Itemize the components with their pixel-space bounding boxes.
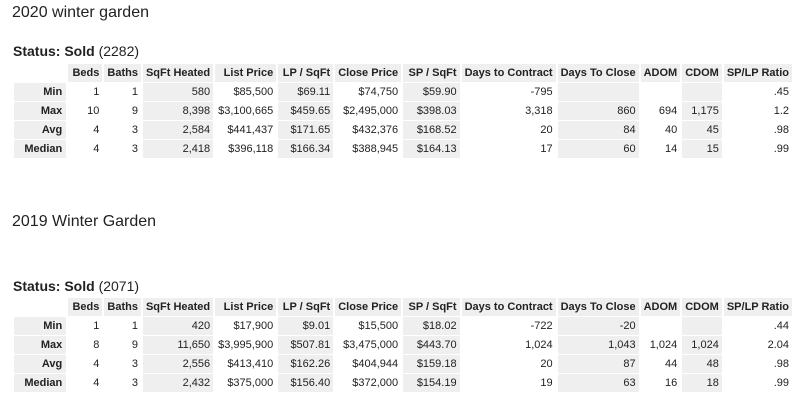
table-cell: 3: [131, 143, 138, 155]
table-cell: 8: [93, 339, 100, 351]
table-cell: 3: [131, 124, 138, 136]
table-cell: 16: [664, 377, 678, 389]
table-cell: 1,024: [682, 336, 722, 354]
table-cell: 860: [558, 102, 639, 120]
table-cell: 10: [87, 105, 100, 117]
table-cell: $3,475,000: [343, 339, 399, 351]
table-cell: $59.90: [403, 83, 459, 101]
column-header: CDOM: [682, 64, 722, 82]
column-header: Beds: [68, 64, 102, 82]
table-cell: 48: [682, 355, 722, 373]
table-row: [14, 355, 792, 373]
table-cell: 1,175: [682, 102, 722, 120]
table-cell: 9: [131, 339, 138, 351]
column-header: List Price: [215, 298, 276, 316]
status-label: Status: Sold: [13, 43, 95, 59]
table-cell: [641, 317, 681, 335]
column-header: Baths: [104, 64, 141, 82]
table-cell: 2,432: [143, 374, 213, 392]
table-cell: .99: [773, 377, 789, 389]
table-row: [14, 121, 792, 139]
table-cell: $166.34: [278, 140, 333, 158]
table-cell: 15: [682, 140, 722, 158]
column-header: SP / SqFt: [403, 64, 459, 82]
column-header: List Price: [215, 64, 276, 82]
row-label: Min: [14, 83, 66, 101]
status-line: [13, 43, 139, 59]
header-corner: [14, 298, 66, 316]
table-cell: $164.13: [403, 140, 459, 158]
table-cell: -20: [558, 317, 639, 335]
table-cell: $3,100,665: [218, 105, 274, 117]
table-cell: $2,495,000: [343, 105, 399, 117]
table-cell: 87: [558, 355, 639, 373]
table-cell: 2,584: [143, 121, 213, 139]
table-cell: -722: [530, 320, 553, 332]
table-cell: 2.04: [767, 339, 789, 351]
table-row: [14, 336, 792, 354]
row-label: Median: [14, 374, 66, 392]
status-line: [13, 278, 139, 294]
table-cell: 3,318: [525, 105, 553, 117]
table-cell: [558, 83, 639, 101]
table-cell: $441,437: [227, 124, 274, 136]
table-cell: $413,410: [227, 358, 274, 370]
table-cell: 20: [540, 124, 553, 136]
table-cell: $9.01: [278, 317, 333, 335]
table-cell: [641, 83, 681, 101]
column-header: LP / SqFt: [278, 298, 333, 316]
table-cell: $396,118: [228, 143, 274, 155]
table-row: [14, 83, 792, 101]
table-row: [14, 317, 792, 335]
table-cell: 9: [131, 105, 138, 117]
status-label: Status: Sold: [13, 278, 95, 294]
table-cell: .45: [773, 86, 789, 98]
row-label: Median: [14, 140, 66, 158]
table-cell: 1,043: [558, 336, 639, 354]
table-cell: 4: [93, 143, 100, 155]
table-cell: $372,000: [352, 377, 399, 389]
table-row: [14, 374, 792, 392]
column-header: Days to Contract: [462, 298, 556, 316]
table-cell: -795: [530, 86, 553, 98]
row-label: Min: [14, 317, 66, 335]
table-cell: 44: [664, 358, 678, 370]
table-cell: $18.02: [403, 317, 459, 335]
table-cell: $171.65: [278, 121, 333, 139]
table-cell: $85,500: [233, 86, 274, 98]
row-label: Avg: [14, 121, 66, 139]
table-row: [14, 140, 792, 158]
table-cell: 420: [143, 317, 213, 335]
column-header: Days To Close: [558, 64, 639, 82]
table-cell: $156.40: [278, 374, 333, 392]
column-header: SP/LP Ratio: [724, 298, 792, 316]
table-cell: .99: [773, 143, 789, 155]
column-header: ADOM: [641, 64, 681, 82]
column-header: SqFt Heated: [143, 64, 213, 82]
stats-table: [12, 63, 794, 159]
table-cell: $3,995,900: [218, 339, 274, 351]
table-cell: 18: [682, 374, 722, 392]
table-cell: 11,650: [143, 336, 213, 354]
column-header: SqFt Heated: [143, 298, 213, 316]
table-cell: $398.03: [403, 102, 459, 120]
table-cell: 1: [131, 320, 138, 332]
table-cell: $74,750: [358, 86, 399, 98]
table-cell: $168.52: [403, 121, 459, 139]
table-row: [14, 102, 792, 120]
table-cell: 45: [682, 121, 722, 139]
column-header: ADOM: [641, 298, 681, 316]
table-cell: 2,418: [143, 140, 213, 158]
table-cell: 694: [658, 105, 678, 117]
table-cell: 1,024: [525, 339, 553, 351]
header-row: [14, 64, 792, 82]
column-header: Baths: [104, 298, 141, 316]
table-cell: .44: [773, 320, 789, 332]
header-row: [14, 298, 792, 316]
table-cell: 3: [131, 358, 138, 370]
column-header: Beds: [68, 298, 102, 316]
table-cell: 4: [93, 358, 100, 370]
table-cell: 1: [93, 320, 100, 332]
table-cell: $69.11: [278, 83, 333, 101]
column-header: Close Price: [335, 298, 401, 316]
table-cell: [682, 317, 722, 335]
table-cell: [682, 83, 722, 101]
table-cell: $507.81: [278, 336, 333, 354]
table-cell: $154.19: [403, 374, 459, 392]
table-cell: $17,900: [233, 320, 274, 332]
table-cell: 1: [93, 86, 100, 98]
section-title: 2019 Winter Garden: [12, 213, 157, 230]
table-cell: 63: [558, 374, 639, 392]
header-corner: [14, 64, 66, 82]
table-cell: 2,556: [143, 355, 213, 373]
table-cell: 3: [131, 377, 138, 389]
table-cell: .98: [773, 124, 789, 136]
column-header: Days To Close: [558, 298, 639, 316]
stats-table: [12, 297, 794, 393]
row-label: Max: [14, 336, 66, 354]
table-cell: 8,398: [143, 102, 213, 120]
table-cell: $159.18: [403, 355, 459, 373]
table-cell: 1,024: [649, 339, 678, 351]
column-header: CDOM: [682, 298, 722, 316]
table-cell: 84: [558, 121, 639, 139]
status-count: (2282): [98, 43, 140, 59]
table-cell: 1.2: [773, 105, 789, 117]
status-count: (2071): [98, 278, 140, 294]
row-label: Avg: [14, 355, 66, 373]
table-cell: 4: [93, 377, 100, 389]
table-cell: .98: [773, 358, 789, 370]
table-cell: 580: [143, 83, 213, 101]
column-header: SP / SqFt: [403, 298, 459, 316]
table-cell: $404,944: [352, 358, 399, 370]
table-cell: 40: [664, 124, 678, 136]
table-cell: 20: [540, 358, 553, 370]
section-title: 2020 winter garden: [12, 4, 149, 21]
table-cell: 17: [540, 143, 553, 155]
table-cell: $443.70: [403, 336, 459, 354]
table-cell: $388,945: [352, 143, 399, 155]
column-header: LP / SqFt: [278, 64, 333, 82]
row-label: Max: [14, 102, 66, 120]
column-header: Close Price: [335, 64, 401, 82]
column-header: SP/LP Ratio: [724, 64, 792, 82]
table-cell: 4: [93, 124, 100, 136]
table-cell: 1: [131, 86, 138, 98]
table-cell: $15,500: [358, 320, 399, 332]
table-cell: 60: [558, 140, 639, 158]
table-cell: $162.26: [278, 355, 333, 373]
table-cell: $375,000: [227, 377, 274, 389]
table-cell: $459.65: [278, 102, 333, 120]
table-cell: 14: [664, 143, 678, 155]
table-cell: 19: [540, 377, 553, 389]
table-cell: $432,376: [352, 124, 399, 136]
column-header: Days to Contract: [462, 64, 556, 82]
